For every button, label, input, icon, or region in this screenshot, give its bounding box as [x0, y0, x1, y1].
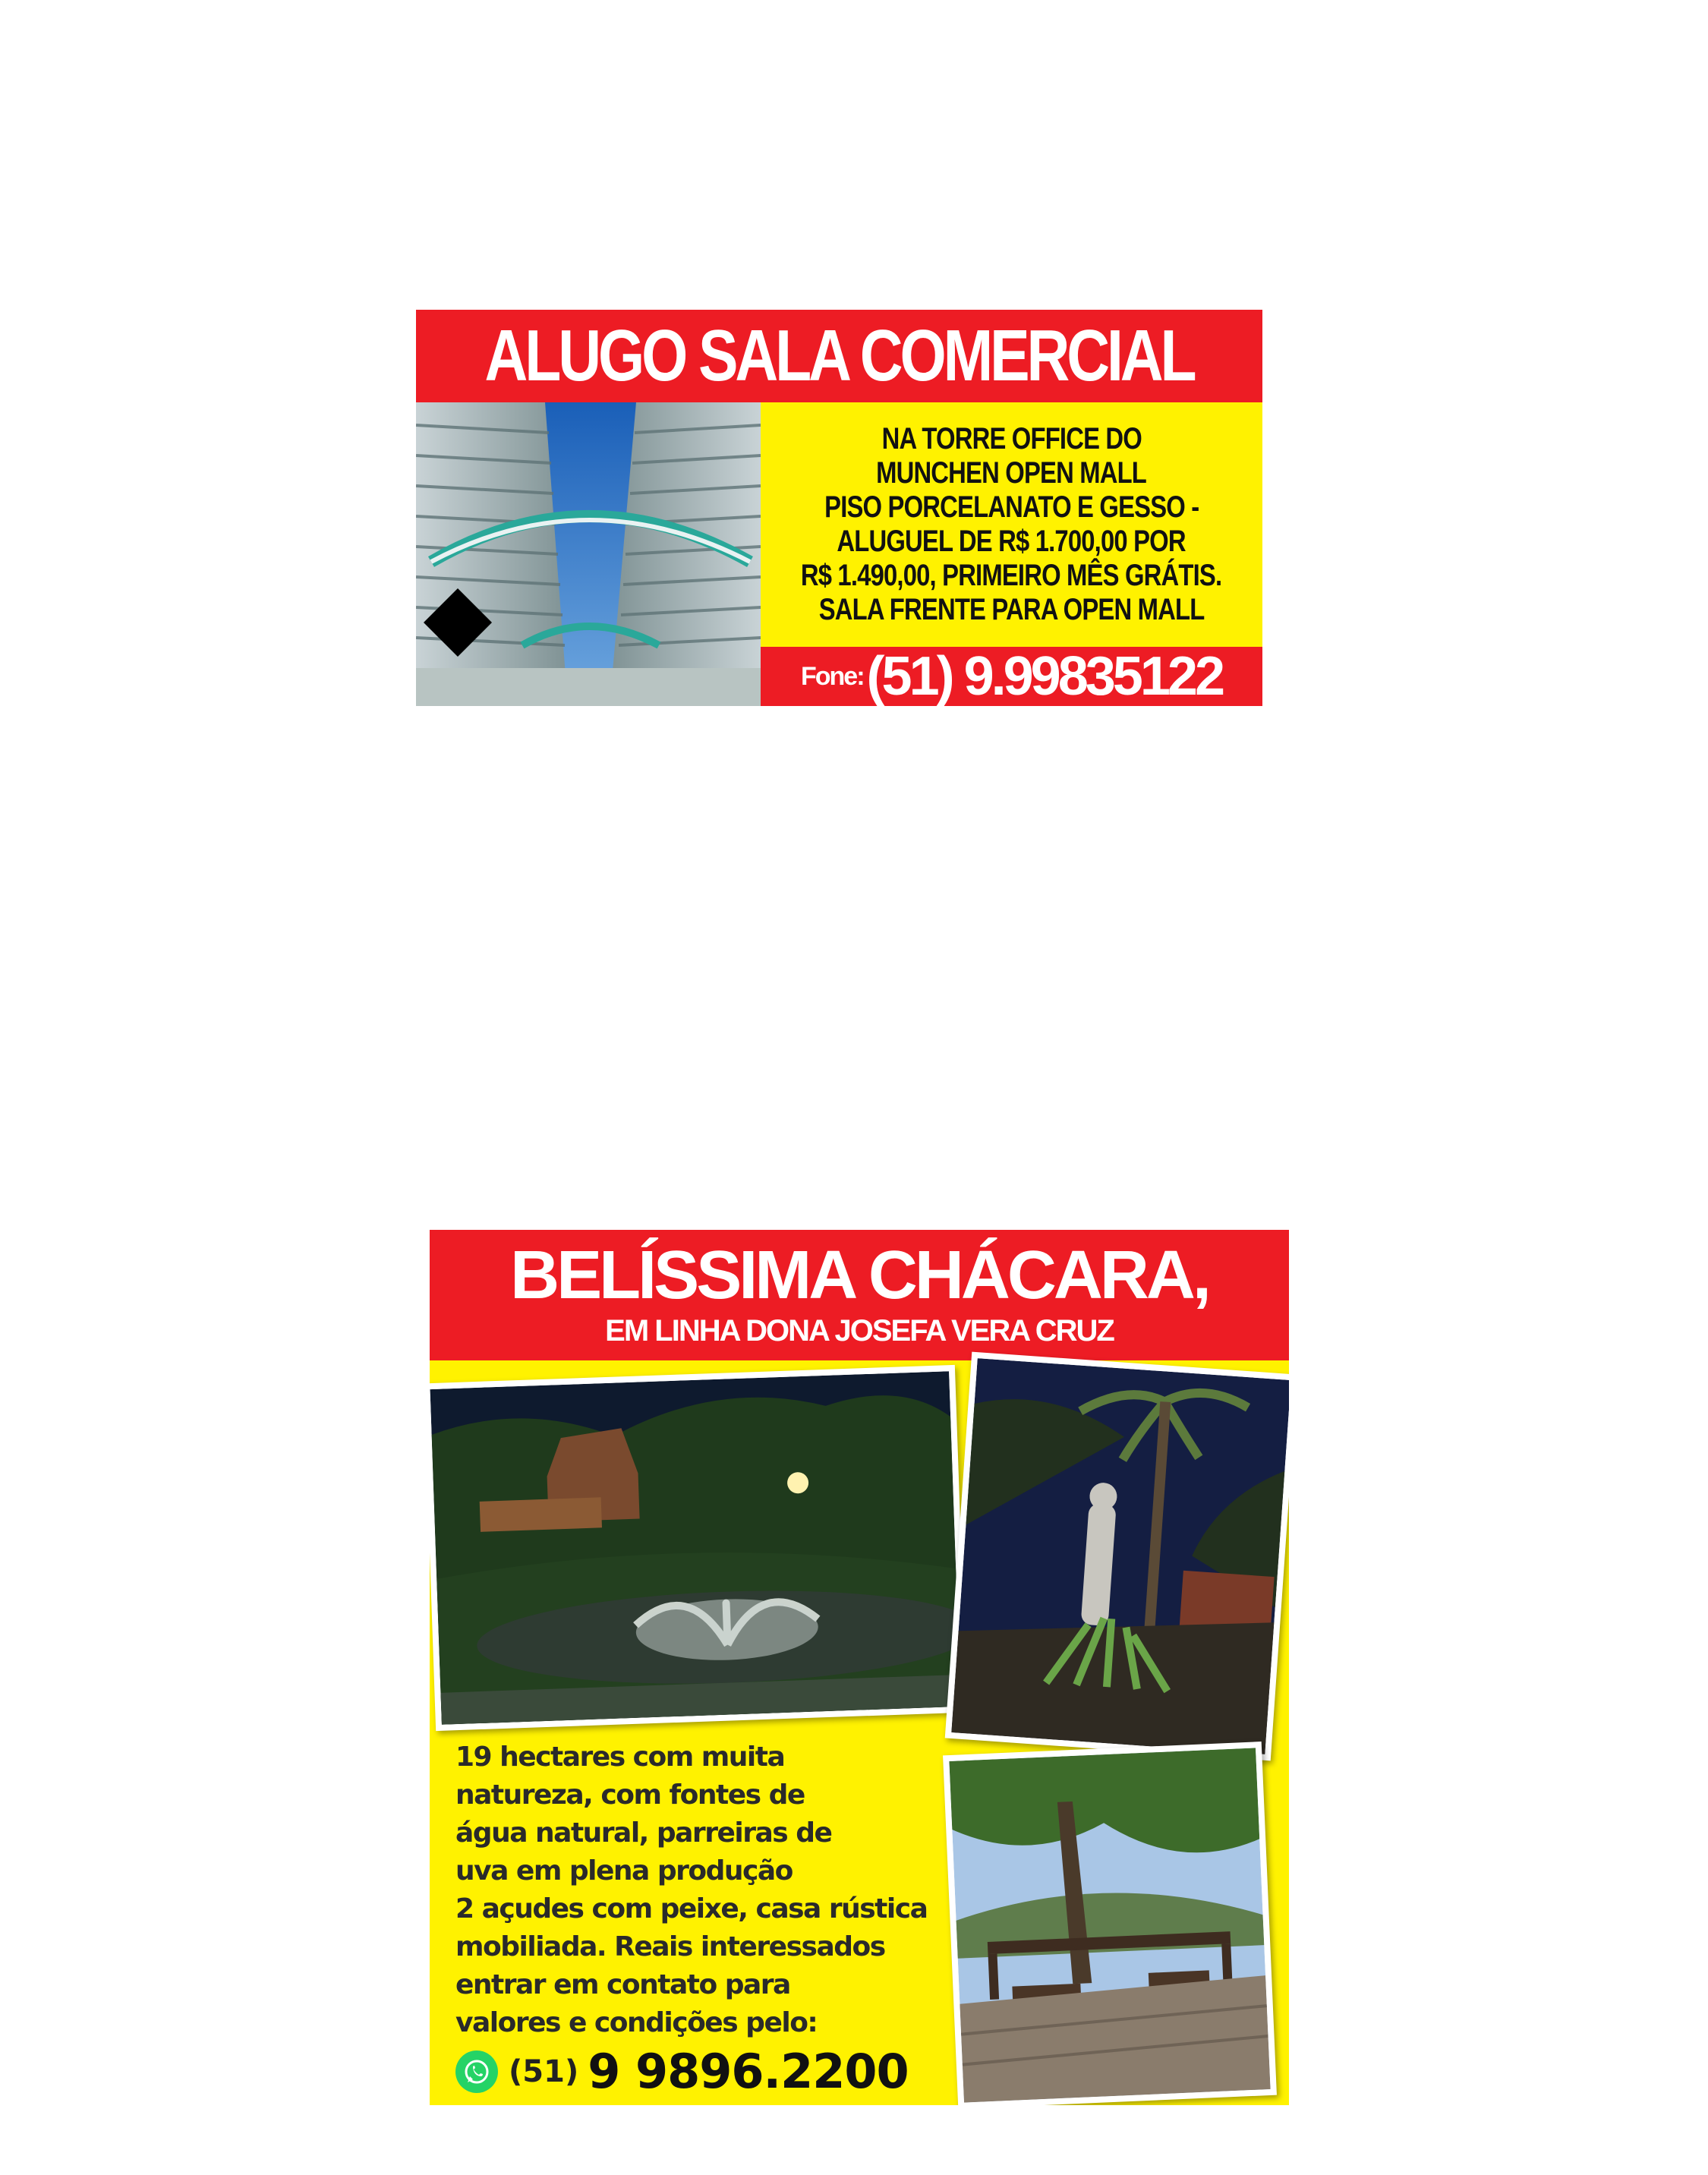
ad-chacara-subtitle: EM LINHA DONA JOSEFA VERA CRUZ — [605, 1314, 1114, 1348]
ad-chacara-line: 2 açudes com peixe, casa rústica — [455, 1893, 928, 1924]
ad-sala-line: MUNCHEN OPEN MALL — [876, 456, 1147, 490]
ad-chacara-line: 19 hectares com muita — [455, 1742, 785, 1773]
phone-number: 9 9896.2200 — [588, 2044, 909, 2099]
mall-towers-photo — [416, 402, 761, 706]
ad-chacara-title: BELÍSSIMA CHÁCARA, — [510, 1237, 1209, 1313]
ad-chacara-header — [430, 1230, 1289, 1360]
ad-chacara-line: mobiliada. Reais interessados — [455, 1931, 885, 1962]
phone-number: (51) 9.99835122 — [866, 646, 1222, 706]
ad-chacara-line: natureza, com fontes de — [455, 1779, 805, 1811]
ad-sala-description — [761, 402, 1262, 647]
ad-sala-title-bar — [416, 310, 1262, 402]
ad-sala-line: R$ 1.490,00, PRIMEIRO MÊS GRÁTIS. — [801, 559, 1222, 592]
ad-chacara-line: uva em plena produção — [455, 1855, 793, 1887]
ad-sala-phone-bar — [761, 647, 1262, 706]
phone-label: Fone: — [801, 661, 864, 691]
ad-chacara-line: valores e condições pelo: — [455, 2007, 818, 2038]
ad-sala-comercial — [416, 310, 1262, 706]
chacara-fountain-photo — [430, 1365, 967, 1731]
chacara-deck-photo — [943, 1742, 1277, 2105]
ad-sala-line: SALA FRENTE PARA OPEN MALL — [818, 593, 1205, 626]
ad-chacara-phone — [455, 2044, 909, 2099]
chacara-statue-photo — [945, 1352, 1289, 1761]
ad-chacara-line: água natural, parreiras de — [455, 1817, 832, 1849]
ad-chacara-description — [455, 1738, 941, 2042]
ad-sala-line: NA TORRE OFFICE DO — [881, 422, 1142, 455]
ad-chacara — [430, 1230, 1289, 2105]
phone-area-code: (51) — [509, 2054, 579, 2089]
ad-sala-line: PISO PORCELANATO E GESSO - — [824, 490, 1199, 524]
ad-sala-title: ALUGO SALA COMERCIAL — [484, 315, 1194, 396]
whatsapp-icon — [455, 2050, 498, 2093]
ad-sala-line: ALUGUEL DE R$ 1.700,00 POR — [837, 525, 1186, 558]
ad-chacara-line: entrar em contato para — [455, 1969, 790, 2000]
